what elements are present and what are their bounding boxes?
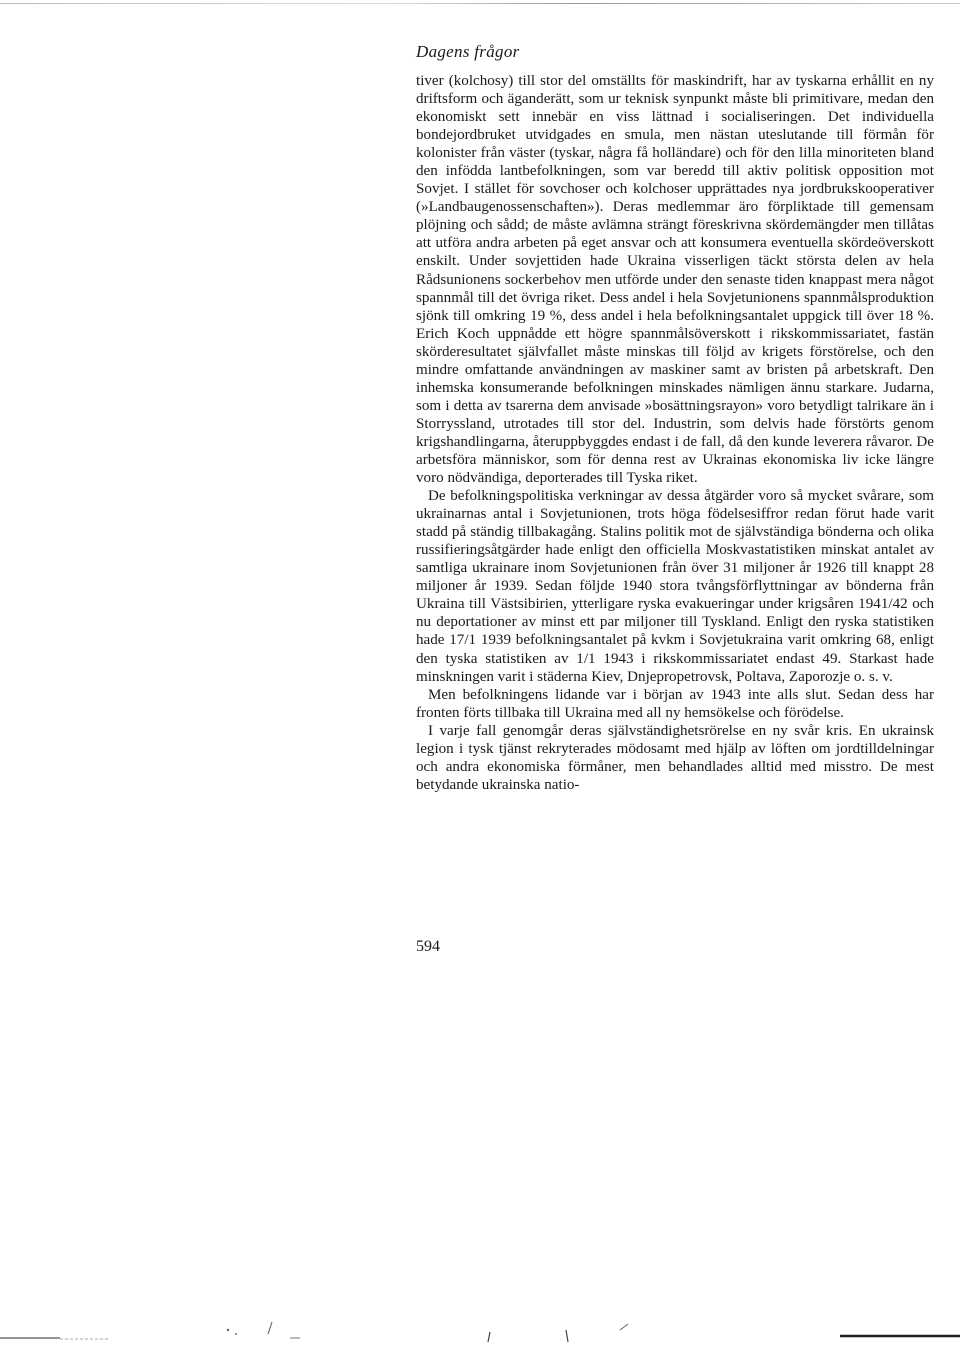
running-head: Dagens frågor — [416, 42, 520, 61]
scan-bottom-artifacts — [0, 1318, 960, 1347]
paragraph: Men befolkningens lidande var i början av 1943 inte alls slut. Sedan dess har fronten förts tillbaka till Ukraina med all ny hemsökelse och förödelse. — [416, 686, 934, 721]
paragraph: tiver (kolchosy) till stor del omställts för maskindrift, har av tyskarna erhållit en ny driftsform och äganderätt, som ur teknisk synpunkt måste bli primitivare, medan den ekonomiskt sett innebär en viss lättnad i socialiseringen. Det individuella bondejordbruket utvidgades en smula, men nästan uteslutande till förmån för kolonister från väster (tyskar, några få holländare) och för den lilla minoriteten bland den infödda lantbefolkningen, som var beredd till aktiv politisk opposition mot Sovjet. I stället för sovchoser och kolchoser upprättades nya jordbrukskooperativer (»Landbaugenossenschaften»). Deras medlemmar äro förpliktade till gemensam plöjning och sådd; de måste avlämna strängt föreskrivna skördemängder men tillåtas att utföra andra arbeten på eget ansvar och att konsumera eventuella skördeöverskott enskilt. Under sovjettiden hade Ukraina visserligen täckt största delen av hela Rådsunionens sockerbehov men utförde under den senaste tiden knappast mera något spannmål till det övriga riket. Dess andel i hela Sovjetunionens spannmålsproduktion sjönk till omkring 19 %, dess andel i hela befolkningsantalet uppgick till över 18 %. Erich Koch uppnådde ett högre spannmålsöverskott i rikskommissariatet, fastän skörderesultatet självfallet måste minskas till följd av krigets förstörelse, och den mindre omfattande användningen av maskiner samt av bristen på arbetskraft. Den inhemska konsumerande befolkningen minskades nämligen ännu starkare. Judarna, som i detta av tsarerna dem anvisade »bosättningsrayon» voro betydligt talrikare än i Storryssland, utrotades till stor del. Industrin, som delvis hade förstörts genom krigshandlingarna, återuppbyggdes endast i de fall, då den kunde leverera råvaror. De arbetsföra människor, som för denna rest av Ukrainas ekonomiska liv icke längre voro nödvändiga, deporterades till Tyska riket. — [416, 73, 934, 487]
page-number: 594 — [416, 938, 440, 955]
paragraph: De befolkningspolitiska verkningar av dessa åtgärder voro så mycket svårare, som ukrainarnas antal i Sovjetunionen, trots höga födelsesiffror redan förut hade varit stadd på ständig tillbakagång. Stalins politik mot de självständiga bönderna och olika russifieringsåtgärder hade enligt den officiella Moskvastatistiken minskat antalet av samtliga ukrainare inom Sovjetunionen från över 31 miljoner år 1926 till knappt 28 miljoner år 1939. Sedan följde 1940 stora tvångsförflyttningar av bönderna från Ukraina till Västsibirien, ytterligare ryska evakueringar under krigsåren 1941/42 och nu deportationer av minst ett par miljoner till Tyskland. Enligt den ryska statistiken hade 17/1 1939 befolkningsantalet på kvkm i Sovjetukraina varit omkring 68, enligt den tyska statistiken av 1/1 1943 i rikskommissariatet endast 49. Starkast hade minskningen varit i städerna Kiev, Dnjepropetrovsk, Poltava, Zaporozje o. s. v. — [416, 488, 934, 685]
body-text — [416, 72, 934, 794]
paragraph: I varje fall genomgår deras självständighetsrörelse en ny svår kris. En ukrainsk legion i tysk tjänst rekryterades mödosamt med hjälp av löften om jordtilldelningar och andra ekonomiska förmåner, men behandlades alltid med misstro. De mest betydande ukrainska natio- — [416, 722, 934, 793]
scan-top-edge — [0, 3, 960, 4]
